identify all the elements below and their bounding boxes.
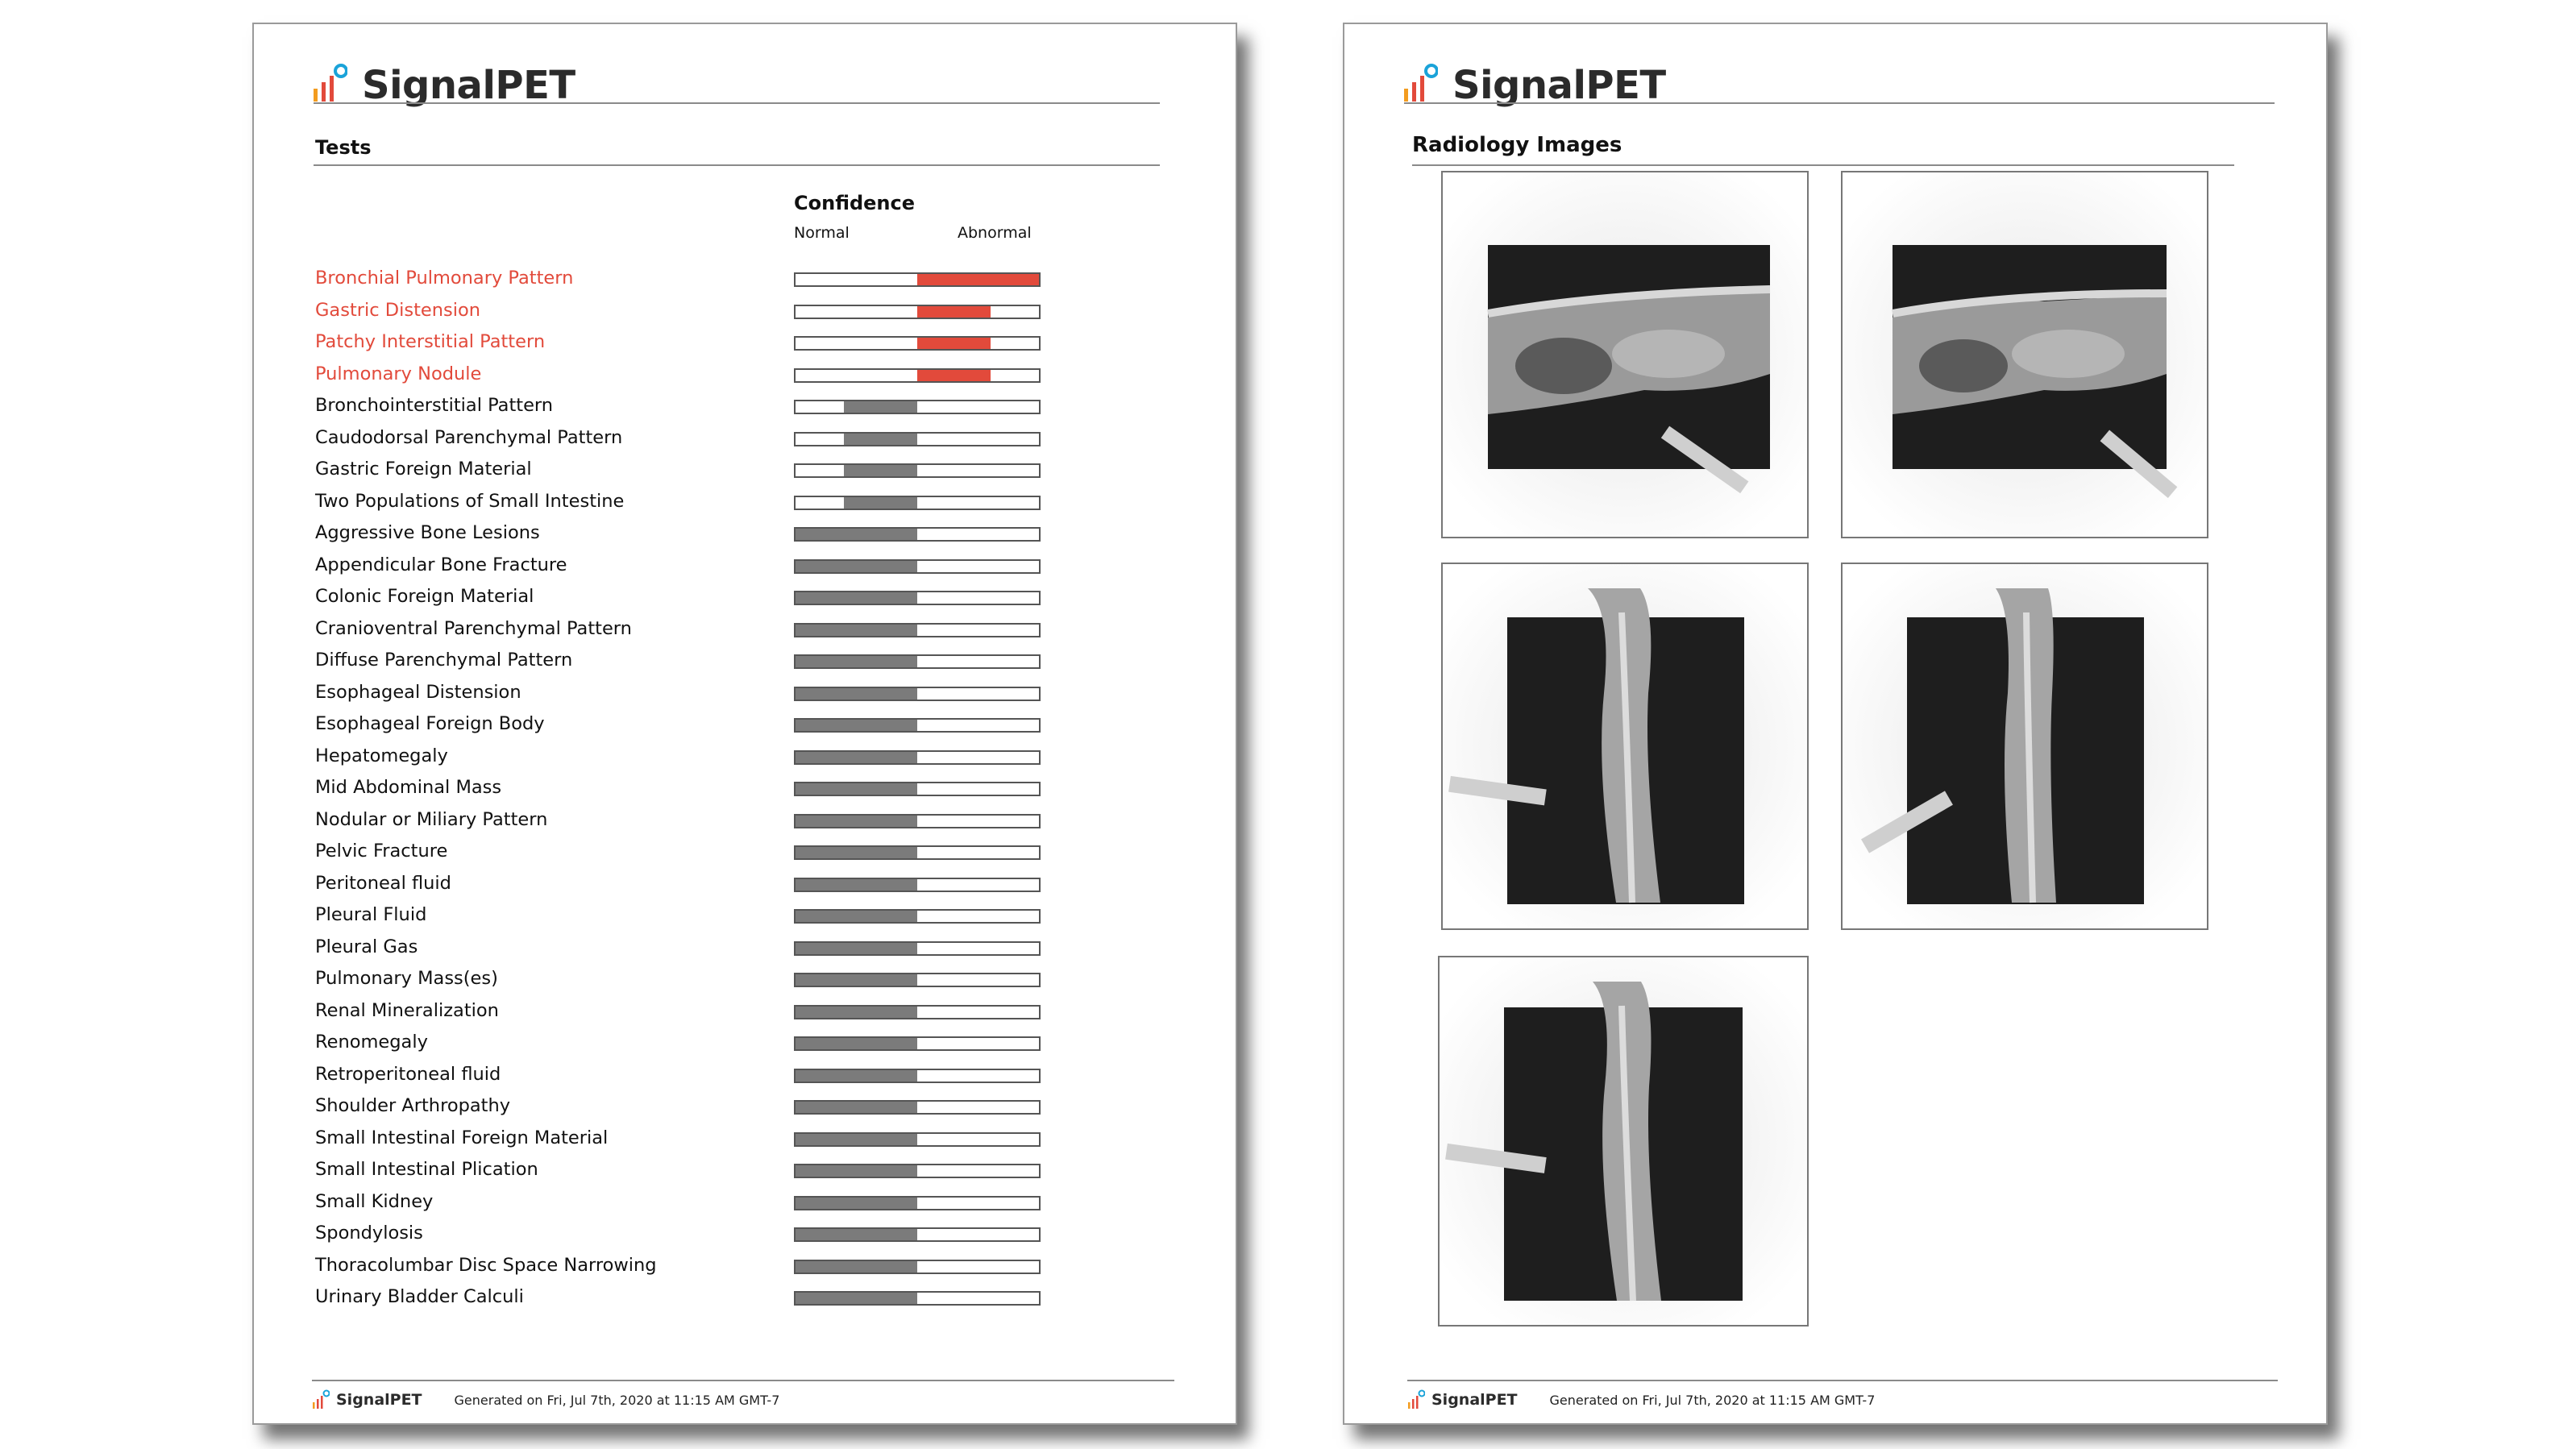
confidence-fill-normal [796, 1007, 917, 1018]
test-row [315, 1030, 1105, 1062]
confidence-fill-abnormal [917, 274, 1039, 285]
confidence-fill-normal [796, 1229, 917, 1240]
confidence-fill-normal [796, 1134, 917, 1145]
page-footer [1407, 1389, 1875, 1410]
test-row [315, 935, 1105, 967]
test-row [315, 839, 1105, 871]
confidence-fill-normal [844, 497, 917, 509]
confidence-fill-normal [796, 1293, 917, 1304]
test-label: Pelvic Fracture [315, 841, 448, 862]
confidence-bar [794, 1164, 1041, 1178]
test-label: Renal Mineralization [315, 999, 499, 1021]
confidence-normal-label: Normal [794, 224, 850, 242]
test-label: Pleural Gas [315, 936, 418, 957]
confidence-bar [794, 1069, 1041, 1083]
confidence-bar [794, 432, 1041, 446]
confidence-fill-normal [844, 434, 917, 445]
radiograph-ventrodorsal-1[interactable] [1441, 563, 1809, 930]
test-label: Esophageal Foreign Body [315, 713, 545, 734]
test-label: Small Kidney [315, 1190, 434, 1212]
footer-generated-date: Generated on Fri, Jul 7th, 2020 at 11:15 AM GMT-7 [1549, 1392, 1876, 1408]
test-row [315, 521, 1105, 553]
confidence-fill-normal [796, 879, 917, 891]
test-label: Pleural Fluid [315, 904, 427, 925]
section-divider [314, 164, 1160, 166]
test-label: Shoulder Arthropathy [315, 1095, 511, 1116]
confidence-bar [794, 463, 1041, 478]
confidence-fill-normal [796, 688, 917, 700]
confidence-fill-normal [844, 401, 917, 413]
test-label: Hepatomegaly [315, 745, 448, 766]
confidence-bar [794, 687, 1041, 701]
test-row [315, 1285, 1105, 1317]
confidence-bar [794, 718, 1041, 733]
confidence-fill-normal [796, 1070, 917, 1082]
logo-wordmark: SignalPET [362, 63, 575, 108]
test-row [315, 1157, 1105, 1190]
test-label: Retroperitoneal fluid [315, 1063, 501, 1085]
confidence-fill-normal [796, 783, 917, 795]
confidence-bar [794, 496, 1041, 510]
test-row [315, 617, 1105, 649]
confidence-bar [794, 305, 1041, 319]
xray-image [1440, 957, 1807, 1325]
confidence-bar [794, 1260, 1041, 1274]
test-label: Diffuse Parenchymal Pattern [315, 650, 573, 671]
test-label: Caudodorsal Parenchymal Pattern [315, 426, 623, 448]
test-row [315, 330, 1105, 362]
confidence-bar [794, 1227, 1041, 1242]
test-label: Small Intestinal Plication [315, 1159, 538, 1180]
confidence-fill-normal [844, 465, 917, 476]
confidence-bar [794, 272, 1041, 287]
test-row [315, 1221, 1105, 1253]
radiograph-ventrodorsal-3[interactable] [1438, 956, 1809, 1327]
test-label: Aggressive Bone Lesions [315, 522, 540, 543]
confidence-fill-normal [796, 847, 917, 858]
test-label: Mid Abdominal Mass [315, 777, 502, 798]
confidence-bar [794, 623, 1041, 637]
xray-image [1443, 564, 1807, 928]
test-row [315, 999, 1105, 1031]
radiograph-ventrodorsal-2[interactable] [1841, 563, 2208, 930]
test-row [315, 1126, 1105, 1158]
confidence-fill-normal [796, 561, 917, 572]
test-row [315, 871, 1105, 903]
confidence-fill-normal [796, 752, 917, 763]
test-label: Appendicular Bone Fracture [315, 554, 567, 575]
confidence-fill-abnormal [917, 306, 991, 318]
confidence-bar [794, 591, 1041, 605]
confidence-fill-normal [796, 1102, 917, 1113]
test-row [315, 744, 1105, 776]
section-title-radiology: Radiology Images [1412, 133, 1622, 157]
header-divider [1404, 102, 2275, 104]
test-label: Small Intestinal Foreign Material [315, 1127, 609, 1148]
confidence-bar [794, 336, 1041, 351]
footer-generated-date: Generated on Fri, Jul 7th, 2020 at 11:15 AM GMT-7 [454, 1392, 780, 1408]
xray-image [1843, 172, 2207, 537]
confidence-fill-normal [796, 1038, 917, 1049]
test-label: Gastric Foreign Material [315, 459, 532, 480]
confidence-bar [794, 1132, 1041, 1147]
signalpet-logo-icon [1407, 1389, 1425, 1410]
confidence-fill-normal [796, 656, 917, 667]
confidence-bar [794, 878, 1041, 892]
test-row [315, 1062, 1105, 1094]
test-row [315, 457, 1105, 489]
section-divider [1412, 164, 2234, 166]
confidence-fill-abnormal [917, 338, 991, 349]
confidence-fill-normal [796, 720, 917, 731]
confidence-bar [794, 368, 1041, 383]
confidence-fill-normal [796, 974, 917, 986]
test-label: Patchy Interstitial Pattern [315, 331, 546, 352]
xray-image [1443, 172, 1807, 537]
confidence-bar [794, 750, 1041, 765]
test-label: Renomegaly [315, 1032, 428, 1052]
report-page-tests [252, 23, 1237, 1425]
test-row [315, 1190, 1105, 1222]
confidence-bar [794, 1291, 1041, 1306]
confidence-bar [794, 1036, 1041, 1051]
header-divider [314, 102, 1160, 104]
confidence-bar [794, 909, 1041, 924]
confidence-bar [794, 782, 1041, 796]
confidence-fill-normal [796, 529, 917, 540]
test-row [315, 362, 1105, 394]
test-row [315, 553, 1105, 585]
footer-brand: SignalPET [336, 1391, 422, 1409]
section-title-tests: Tests [315, 136, 372, 159]
test-row [315, 808, 1105, 840]
test-row [315, 712, 1105, 744]
test-label: Pulmonary Nodule [315, 363, 482, 384]
confidence-bar [794, 845, 1041, 860]
test-label: Bronchial Pulmonary Pattern [315, 268, 574, 289]
confidence-heading: Confidence [794, 192, 916, 214]
test-label: Thoracolumbar Disc Space Narrowing [315, 1254, 657, 1276]
test-label: Peritoneal fluid [315, 872, 451, 894]
test-row [315, 1253, 1105, 1285]
confidence-fill-normal [796, 1261, 917, 1273]
test-row [315, 426, 1105, 458]
confidence-fill-normal [796, 1165, 917, 1177]
confidence-bar [794, 559, 1041, 574]
test-label: Nodular or Miliary Pattern [315, 808, 548, 830]
test-label: Pulmonary Mass(es) [315, 968, 498, 989]
confidence-bar [794, 1100, 1041, 1115]
test-row [315, 489, 1105, 521]
confidence-fill-normal [796, 911, 917, 922]
confidence-bar [794, 1005, 1041, 1019]
test-label: Gastric Distension [315, 299, 481, 321]
test-row [315, 966, 1105, 999]
footer-divider [1407, 1380, 2278, 1381]
confidence-bar [794, 973, 1041, 987]
footer-brand: SignalPET [1431, 1391, 1518, 1409]
confidence-bar [794, 941, 1041, 956]
test-row [315, 393, 1105, 426]
confidence-abnormal-label: Abnormal [958, 224, 1032, 242]
test-row [315, 648, 1105, 680]
signalpet-logo [1402, 63, 1666, 108]
confidence-fill-normal [796, 943, 917, 954]
test-label: Colonic Foreign Material [315, 586, 534, 607]
confidence-fill-normal [796, 1198, 917, 1209]
confidence-fill-normal [796, 816, 917, 827]
test-label: Bronchointerstitial Pattern [315, 395, 554, 416]
signalpet-logo-icon [312, 63, 347, 105]
confidence-bar [794, 1196, 1041, 1210]
footer-divider [312, 1380, 1174, 1381]
test-label: Esophageal Distension [315, 681, 521, 703]
confidence-bar [794, 527, 1041, 542]
test-label: Cranioventral Parenchymal Pattern [315, 617, 632, 639]
test-row [315, 266, 1105, 298]
page-footer [312, 1389, 779, 1410]
test-row [315, 1094, 1105, 1126]
confidence-fill-normal [796, 625, 917, 636]
logo-wordmark: SignalPET [1452, 63, 1666, 108]
test-row [315, 680, 1105, 712]
confidence-fill-abnormal [917, 370, 991, 381]
confidence-fill-normal [796, 592, 917, 604]
test-label: Two Populations of Small Intestine [315, 490, 625, 512]
test-label: Spondylosis [315, 1223, 423, 1243]
test-row [315, 584, 1105, 617]
test-label: Urinary Bladder Calculi [315, 1286, 524, 1307]
signalpet-logo-icon [1402, 63, 1438, 105]
signalpet-logo [312, 63, 575, 108]
radiograph-lateral-1[interactable] [1441, 171, 1809, 538]
signalpet-logo-icon [312, 1389, 330, 1410]
test-row [315, 903, 1105, 935]
report-page-radiology [1343, 23, 2328, 1425]
confidence-bar [794, 400, 1041, 414]
radiograph-lateral-2[interactable] [1841, 171, 2208, 538]
test-row [315, 298, 1105, 330]
confidence-bar [794, 814, 1041, 828]
xray-image [1843, 564, 2207, 928]
confidence-bar [794, 654, 1041, 669]
test-row [315, 775, 1105, 808]
